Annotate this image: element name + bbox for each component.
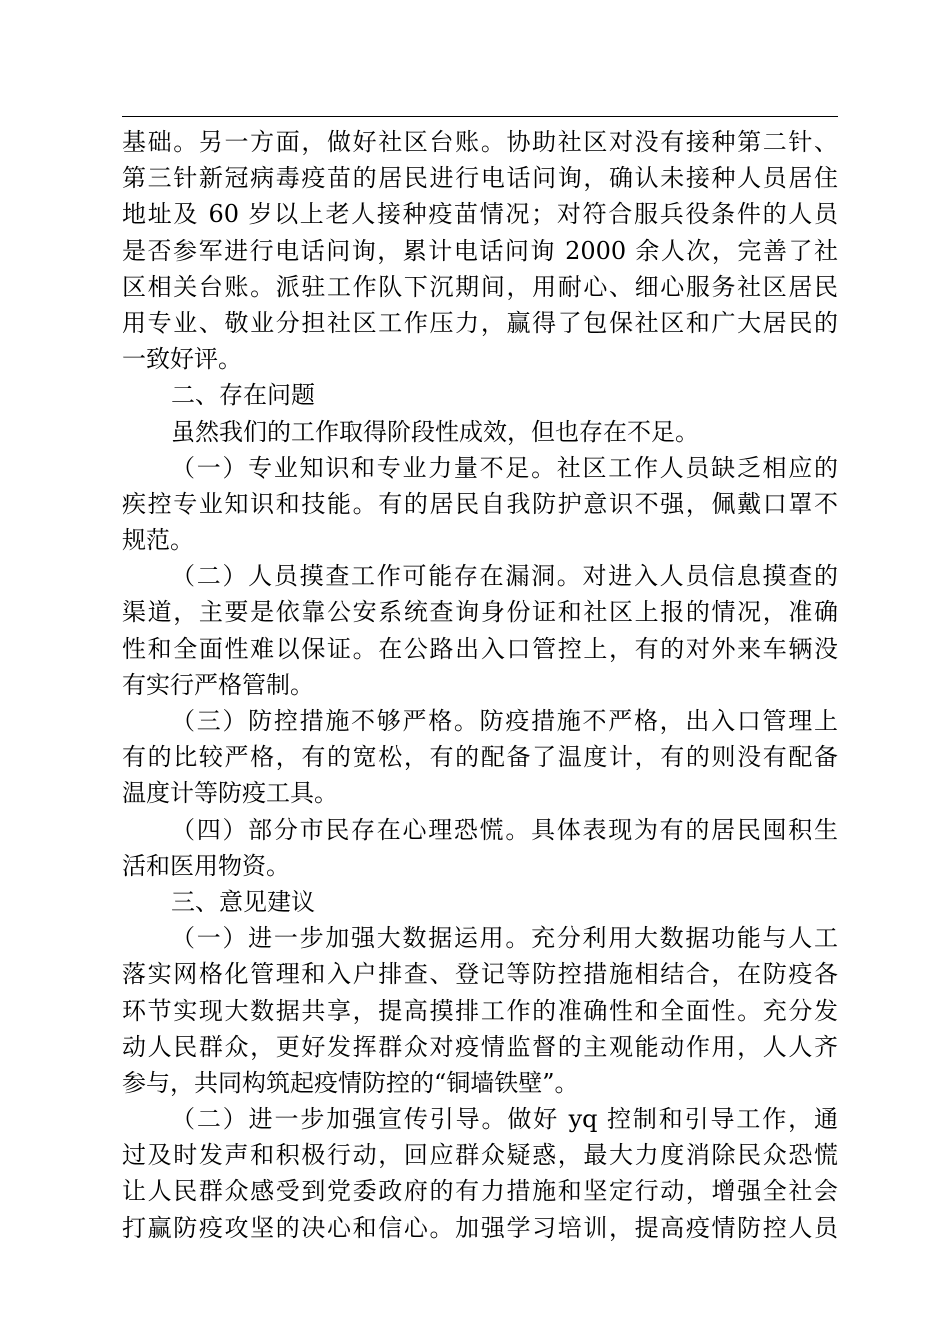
section-heading: 二、存在问题: [171, 381, 315, 410]
text-line: 让人民群众感受到党委政府的有力措施和坚定行动，增强全社会: [122, 1177, 838, 1206]
text-line: 一致好评。: [122, 345, 242, 374]
text-line: （一）专业知识和专业力量不足。社区工作人员缺乏相应的: [171, 453, 838, 482]
paragraph-problem-4: [122, 812, 838, 884]
section-heading-suggestions: [122, 884, 838, 920]
text-line: 第三针新冠病毒疫苗的居民进行电话问询，确认未接种人员居住: [122, 164, 838, 193]
header-rule: [122, 116, 838, 117]
text-line: 落实网格化管理和入户排查、登记等防控措施相结合，在防疫各: [122, 960, 838, 989]
text-line: （四）部分市民存在心理恐慌。具体表现为有的居民囤积生: [171, 815, 838, 844]
text-line: （二）进一步加强宣传引导。做好 yq 控制和引导工作，通: [171, 1105, 838, 1134]
text-line: 动人民群众，更好发挥群众对疫情监督的主观能动作用，人人齐: [122, 1032, 838, 1061]
text-line: 打赢防疫攻坚的决心和信心。加强学习培训，提高疫情防控人员: [122, 1213, 838, 1242]
paragraph-suggestion-2: [122, 1101, 838, 1246]
text-line: 有实行严格管制。: [122, 670, 314, 699]
paragraph-problem-1: [122, 450, 838, 559]
section-heading: 三、意见建议: [171, 887, 315, 916]
text-line: 活和医用物资。: [122, 851, 290, 880]
text-line: 环节实现大数据共享，提高摸排工作的准确性和全面性。充分发: [122, 996, 838, 1025]
text-line: 温度计等防疫工具。: [122, 779, 338, 808]
paragraph-intro: [122, 414, 838, 450]
text-line: 性和全面性难以保证。在公路出入口管控上，有的对外来车辆没: [122, 634, 838, 663]
paragraph-continuation: [122, 124, 838, 377]
text-line: 是否参军进行电话问询，累计电话问询 2000 余人次，完善了社: [122, 236, 838, 265]
text-line: 基础。另一方面，做好社区台账。协助社区对没有接种第二针、: [122, 128, 838, 156]
text-line: 用专业、敬业分担社区工作压力，赢得了包保社区和广大居民的: [122, 308, 838, 337]
text-line: 规范。: [122, 526, 194, 555]
paragraph-suggestion-1: [122, 920, 838, 1101]
paragraph-problem-3: [122, 703, 838, 812]
text-line: 有的比较严格，有的宽松，有的配备了温度计，有的则没有配备: [122, 743, 838, 772]
text-line: （二）人员摸查工作可能存在漏洞。对进入人员信息摸查的: [171, 562, 838, 591]
text-line: 疾控专业知识和技能。有的居民自我防护意识不强，佩戴口罩不: [122, 489, 838, 518]
text-line: 过及时发声和积极行动，回应群众疑惑，最大力度消除民众恐慌: [122, 1141, 838, 1170]
text-line: （一）进一步加强大数据运用。充分利用大数据功能与人工: [171, 924, 838, 953]
text-line: 地址及 60 岁以上老人接种疫苗情况；对符合服兵役条件的人员: [122, 200, 838, 229]
text-line: 渠道，主要是依靠公安系统查询身份证和社区上报的情况，准确: [122, 598, 838, 627]
text-line: （三）防控措施不够严格。防疫措施不严格，出入口管理上: [171, 707, 838, 735]
text-line: 区相关台账。派驻工作队下沉期间，用耐心、细心服务社区居民: [122, 272, 838, 301]
document-body: [122, 124, 838, 1246]
text-line: 虽然我们的工作取得阶段性成效，但也存在不足。: [171, 417, 699, 446]
paragraph-problem-2: [122, 558, 838, 703]
section-heading-problems: [122, 377, 838, 413]
text-line: 参与，共同构筑起疫情防控的“铜墙铁壁”。: [122, 1068, 579, 1097]
